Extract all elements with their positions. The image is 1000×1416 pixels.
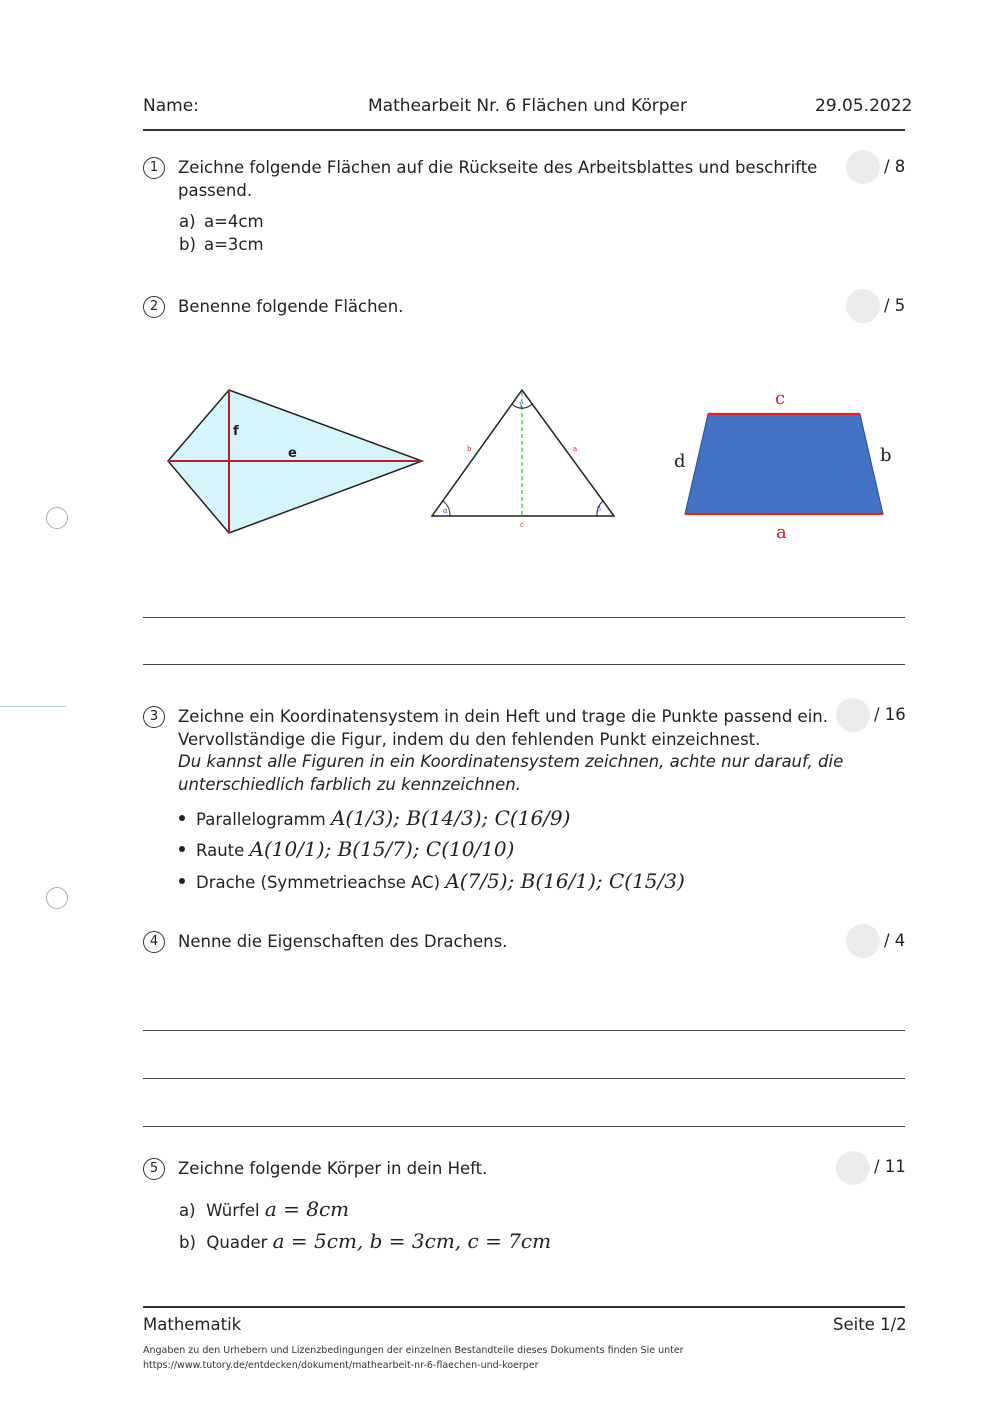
page-title: Mathearbeit Nr. 6 Flächen und Körper (368, 96, 687, 116)
task-number: 5 (143, 1158, 165, 1180)
subitem (179, 1229, 551, 1253)
answer-line[interactable] (143, 664, 905, 665)
task-text: Nenne die Eigenschaften des Drachens. (178, 932, 508, 951)
task-number: 2 (143, 296, 165, 318)
answer-line[interactable] (143, 1030, 905, 1031)
bullet-label: Drache (Symmetrieachse AC) (196, 873, 441, 892)
score-field[interactable] (836, 1151, 870, 1185)
points-label: / 11 (874, 1157, 906, 1176)
kite-label-f: f (233, 424, 239, 439)
bullet-dot (179, 846, 185, 852)
subitem-marker: b) (179, 235, 196, 254)
answer-line[interactable] (143, 1126, 905, 1127)
trapezoid-label-d: d (674, 451, 686, 472)
bullet-label: Raute (196, 841, 245, 860)
subitem-math: a = 8cm (264, 1197, 350, 1221)
points-label: / 16 (874, 705, 906, 724)
subitem (179, 1197, 349, 1221)
task-text: Zeichne folgende Körper in dein Heft. (178, 1159, 488, 1178)
footer-page: Seite 1/2 (833, 1315, 907, 1334)
bullet-item (196, 837, 514, 861)
subitem-label: Würfel (206, 1201, 260, 1220)
triangle-label-b: b (467, 445, 472, 453)
bullet-item (196, 869, 685, 893)
footer-subject: Mathematik (143, 1315, 242, 1334)
triangle-label-alpha: α (443, 507, 448, 515)
trapezoid-figure (674, 388, 892, 543)
points-label: / 8 (884, 157, 906, 176)
date: 29.05.2022 (815, 96, 913, 116)
task-text: Vervollständige die Figur, indem du den fehlenden Punkt einzeichnest. (178, 730, 761, 749)
task-hint: unterschiedlich farblich zu kennzeichnen. (178, 775, 521, 794)
subitem-text: a=3cm (204, 235, 264, 254)
task-number: 1 (143, 157, 165, 179)
task-text: Benenne folgende Flächen. (178, 297, 404, 316)
subitem-text: a=4cm (204, 212, 264, 231)
subitem-label: Quader (206, 1233, 268, 1252)
task-text: Zeichne folgende Flächen auf die Rückseite des Arbeitsblattes und beschrifte (178, 158, 818, 177)
bullet-label: Parallelogramm (196, 810, 326, 829)
bullet-dot (179, 878, 185, 884)
punch-hole-mark (46, 887, 68, 909)
points-label: / 5 (884, 296, 906, 315)
task-text: passend. (178, 181, 253, 200)
license-url[interactable]: https://www.tutory.de/entdecken/dokument/mathearbeit-nr-6-flaechen-und-koerper (143, 1360, 539, 1371)
score-field[interactable] (846, 924, 880, 958)
subitem-marker: a) (179, 1201, 196, 1220)
triangle-figure (432, 390, 614, 529)
footer-rule (143, 1306, 905, 1308)
task-hint: Du kannst alle Figuren in ein Koordinatensystem zeichnen, achte nur darauf, die (178, 752, 844, 771)
subitem-marker: b) (179, 1233, 196, 1252)
trapezoid-label-c: c (775, 388, 786, 409)
bullet-dot (179, 815, 185, 821)
bullet-math: A(7/5); B(16/1); C(15/3) (445, 869, 685, 893)
subitem-marker: a) (179, 212, 196, 231)
triangle-label-beta: β (597, 505, 602, 513)
figures-svg (0, 0, 1000, 600)
bullet-item (196, 806, 570, 830)
bullet-math: A(1/3); B(14/3); C(16/9) (330, 806, 571, 830)
license-notice: Angaben zu den Urhebern und Lizenzbedingungen der einzelnen Bestandteile dieses Dokuments finden Sie unter (143, 1345, 684, 1356)
fold-mark (0, 706, 66, 707)
triangle-label-c: c (520, 521, 524, 529)
kite-label-e: e (288, 446, 297, 461)
triangle-label-gamma: γ (519, 400, 524, 408)
score-field[interactable] (836, 698, 870, 732)
subitem-math: a = 5cm, b = 3cm, c = 7cm (272, 1229, 552, 1253)
triangle-label-a: a (573, 445, 578, 453)
task-number: 4 (143, 931, 165, 953)
trapezoid-label-a: a (776, 522, 787, 543)
task-number: 3 (143, 706, 165, 728)
kite-figure (168, 390, 422, 533)
bullet-math: A(10/1); B(15/7); C(10/10) (249, 837, 515, 861)
trapezoid-label-b: b (880, 445, 892, 466)
answer-line[interactable] (143, 1078, 905, 1079)
task-text: Zeichne ein Koordinatensystem in dein Heft und trage die Punkte passend ein. (178, 707, 828, 726)
answer-line[interactable] (143, 617, 905, 618)
points-label: / 4 (884, 931, 906, 950)
name-label: Name: (143, 96, 199, 116)
